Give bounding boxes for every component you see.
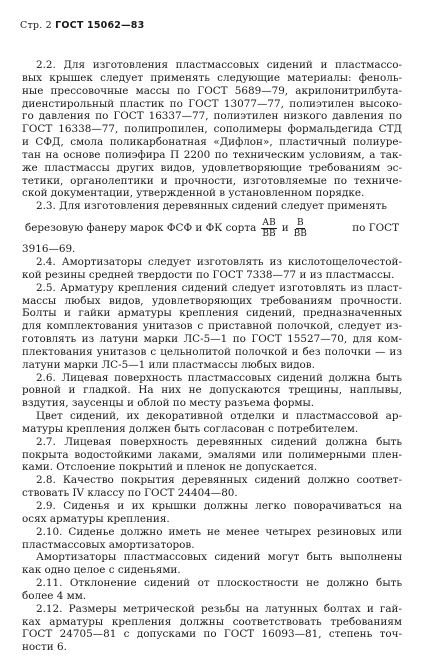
text-line: вздутия, заусенцы и облой по месту разъема формы.: [22, 397, 315, 410]
text-line: диенстирольный пластик по ГОСТ 13077—77, полиэтилен высоко-: [22, 97, 402, 110]
text-line: ГОСТ 16338—77, полипропилен, сополимеры формальдегида СТД: [22, 123, 402, 136]
standard-number: ГОСТ 15062—83: [55, 20, 145, 31]
fraction-1-numerator: АВ: [262, 217, 276, 228]
text-line: плектования унитазов с цельнолитой полочкой и без полочки — из: [22, 345, 402, 358]
text-line: и СФД, смола поликарбонатная «Дифлон», пластичный полиуре-: [22, 136, 402, 149]
fraction-2-numerator: В: [296, 217, 304, 228]
text-line: покрыта водостойкими лаками, эмалями или полимерными плен-: [22, 448, 402, 461]
text-line: 2.8. Качество покрытия деревянных сидений должно соответ-: [36, 474, 402, 487]
text-line: 2.3. Для изготовления деревянных сидений следует применять: [36, 200, 387, 213]
fraction-2-denominator: ВВ: [293, 228, 307, 239]
text-line: 2.12. Размеры метрической резьбы на латунных болтах и гай-: [36, 602, 402, 615]
text-line: 2.5. Арматуру крепления сидений следует изготовлять из пласт-: [36, 281, 402, 294]
text-line: ках арматуры крепления должны соответствовать требованиям: [22, 615, 402, 628]
fraction-2: [294, 218, 307, 239]
fraction-1: [261, 218, 276, 239]
text-line: ровной и гладкой. На них не допускаются трещины, наплывы,: [22, 384, 402, 397]
formula-after: по ГОСТ: [352, 221, 399, 234]
formula-line: [22, 213, 402, 243]
text-line: го давления по ГОСТ 16337—77, полиэтилен низкого давления по: [22, 110, 402, 123]
text-line: тетики, органолептики и прочности, изготовляемые по техниче-: [22, 174, 402, 187]
text-line: латуни марки ЛС-5—1 или пластмассы любых видов.: [22, 358, 315, 371]
text-line: 2.7. Лицевая поверхность деревянных сидений должна быть: [36, 435, 402, 448]
text-line: осях арматуры крепления.: [22, 512, 170, 525]
text-line: массы любых видов, удовлетворяющих требованиям прочности.: [22, 294, 402, 307]
document-body: [22, 59, 402, 654]
text-line: 3916—69.: [22, 243, 76, 256]
text-line: кой резины средней твердости по ГОСТ 7338—77 и из пластмассы.: [22, 268, 395, 281]
text-line: 2.9. Сиденья и их крышки должны легко поворачиваться на: [36, 500, 402, 512]
text-line: матуры крепления должен быть согласован с потребителем.: [22, 422, 359, 435]
text-line: как одно целое с сиденьями.: [22, 564, 181, 577]
text-line: же пластмассы других видов, удовлетворяющие требованиям эс-: [22, 161, 402, 174]
text-line: 2.10. Сиденье должно иметь не менее четырех резиновых или: [36, 525, 402, 538]
text-line: 2.6. Лицевая поверхность пластмассовых сидений должна быть: [36, 371, 402, 384]
text-line: 2.4. Амортизаторы следует изготовлять из кислотощелочестой-: [36, 255, 402, 268]
text-line: вых крышек следует применять следующие материалы: феноль-: [22, 71, 402, 84]
text-line: для комплектования унитазов с приставной полочкой, следует из-: [22, 320, 402, 333]
text-line: Амортизаторы пластмассовых сидений могут быть выполнены: [36, 551, 402, 564]
text-line: ГОСТ 24705—81 с допусками по ГОСТ 16093—81, степень точ-: [22, 628, 402, 641]
text-line: тан на основе полиэфира П 2200 по техническим условиям, а так-: [22, 148, 402, 161]
formula-before: березовую фанеру марок ФСФ и ФК сорта: [25, 221, 257, 234]
formula-mid: и: [281, 221, 289, 234]
text-line: более 4 мм.: [22, 589, 87, 602]
text-line: 2.11. Отклонение сидений от плоскостности не должно быть: [36, 577, 402, 590]
text-line: Цвет сидений, их декоративной отделки и пластмассовой ар-: [36, 410, 402, 423]
text-line: 2.2. Для изготовления пластмассовых сидений и пластмассо-: [36, 59, 402, 71]
text-line: готовлять из латуни марки ЛС-5—1 по ГОСТ 15527—70, для ком-: [22, 333, 402, 346]
text-line: Болты и гайки арматуры крепления сидений, предназначенных: [22, 307, 402, 320]
fraction-1-denominator: ВВ: [262, 228, 276, 239]
text-line: пластмассовых амортизаторов.: [22, 538, 195, 551]
text-line: ствовать IV классу по ГОСТ 24404—80.: [22, 487, 238, 500]
page-header: [20, 20, 144, 31]
text-line: ками. Отслоение покрытий и пленок не допускается.: [22, 461, 318, 474]
text-line: ской документации, утвержденной в установленном порядке.: [22, 187, 365, 200]
page-number: Стр. 2: [20, 20, 52, 31]
text-line: ные прессовочные массы по ГОСТ 5689—79, акрилонитрилбута-: [22, 84, 402, 97]
text-line: ности 6.: [22, 641, 67, 654]
